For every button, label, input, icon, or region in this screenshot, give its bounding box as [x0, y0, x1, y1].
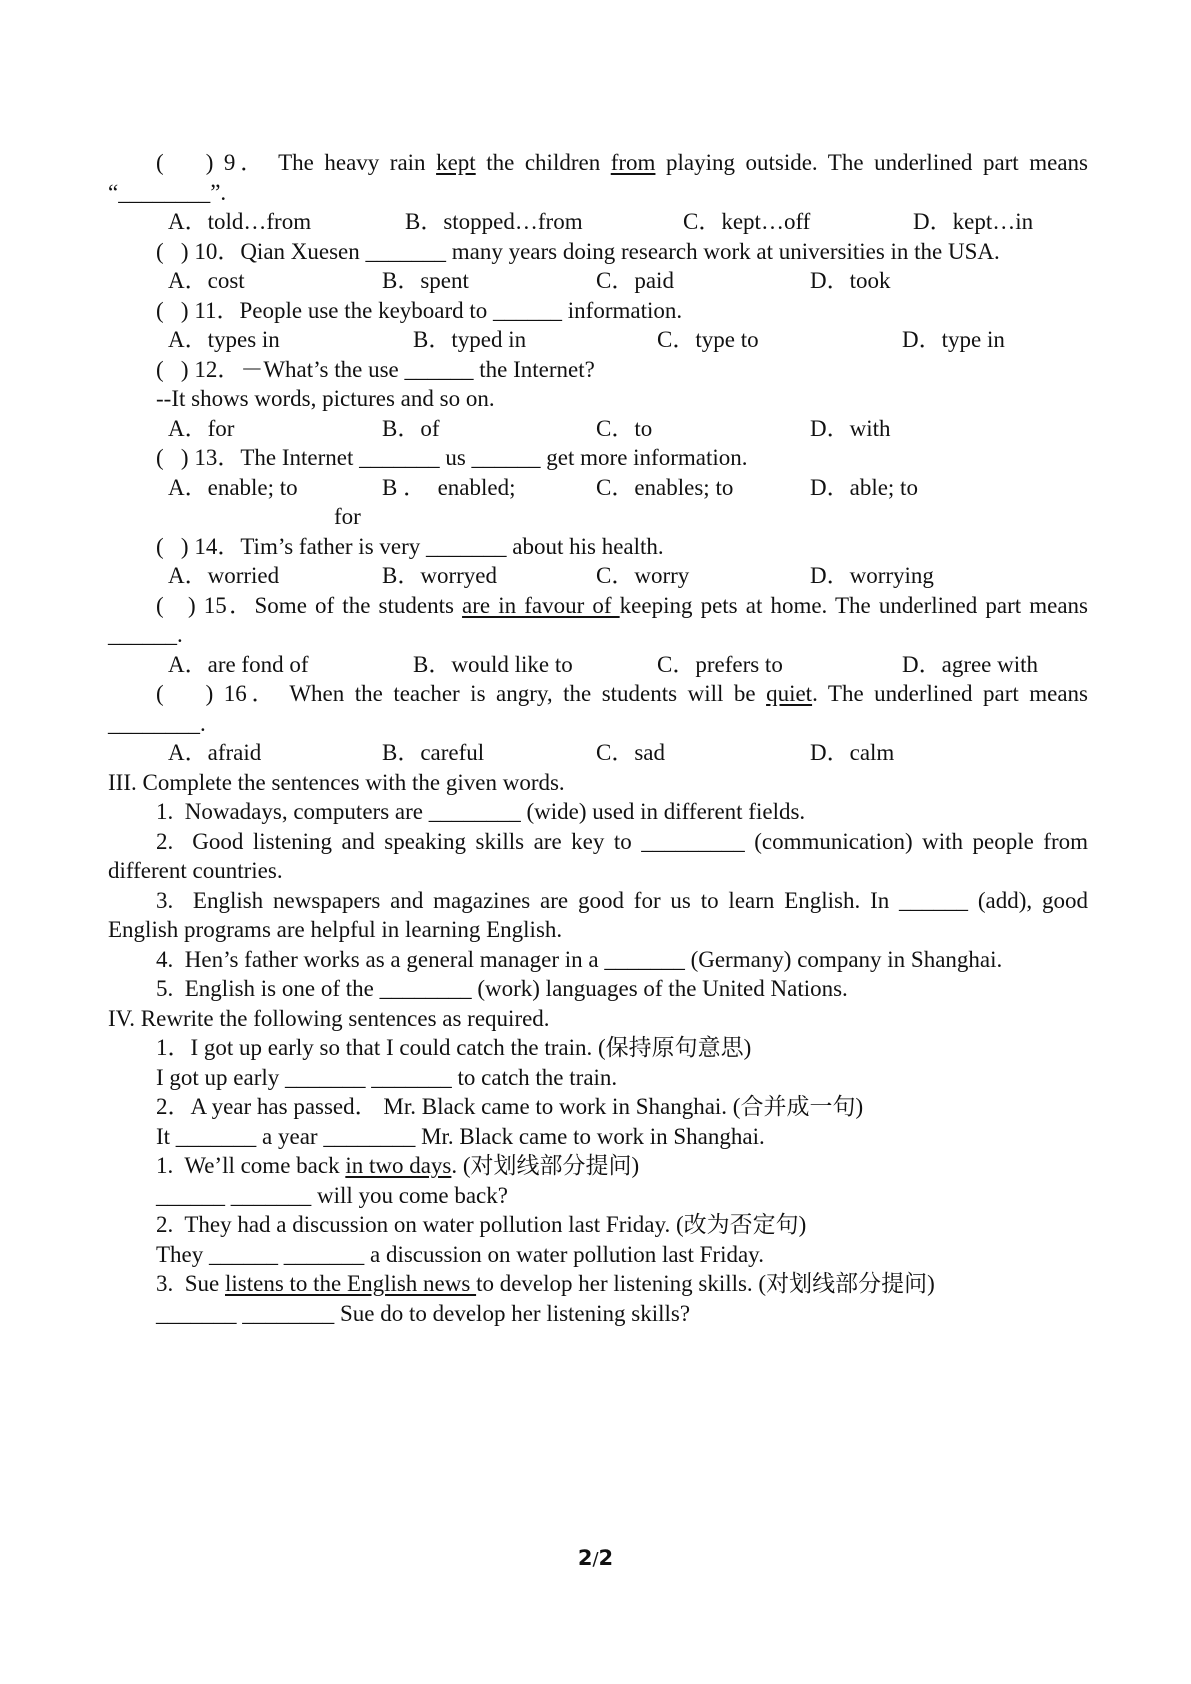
option-b: B ． enabled;	[382, 475, 516, 500]
option-d: D．worrying	[810, 563, 934, 588]
question-9-options	[0, 207, 1191, 237]
underlined-are-in-favour-of: are in favour of	[462, 593, 620, 618]
question-14-stem: ( ) 14．Tim’s father is very _______ about his health.	[156, 534, 664, 559]
option-a: A．told…from	[168, 209, 312, 234]
option-d: D．kept…in	[913, 209, 1034, 234]
section-3-item-2-cont: different countries.	[108, 858, 283, 883]
section-3-item-4: 4. Hen’s father works as a general manager in a _______ (Germany) company in Shanghai.	[156, 947, 1003, 972]
option-d: D．calm	[810, 740, 895, 765]
question-15-stem-cont: ______.	[108, 622, 183, 647]
option-d: D．type in	[902, 327, 1005, 352]
option-c: C．kept…off	[683, 209, 811, 234]
question-16-stem-cont: ________.	[108, 711, 206, 736]
option-a: A．enable; to	[168, 475, 298, 500]
question-11-options	[0, 325, 1191, 355]
option-c: C．prefers to	[657, 652, 783, 677]
section-3-item-3-cont: English programs are helpful in learning English.	[108, 917, 563, 942]
option-d: D．agree with	[902, 652, 1039, 677]
option-a: A．worried	[168, 563, 280, 588]
question-12-stem: ( ) 12．－What’s the use ______ the Internet?	[156, 357, 595, 382]
question-9-stem-cont: “________”.	[108, 180, 227, 205]
question-13-option-b-wrap	[0, 502, 1191, 532]
question-10-options	[0, 266, 1191, 296]
question-14-options	[0, 561, 1191, 591]
section-4-item-5-answer: _______ ________ Sue do to develop her listening skills?	[156, 1301, 691, 1326]
option-b: B．stopped…from	[405, 209, 583, 234]
section-4-item-3-answer: ______ _______ will you come back?	[156, 1183, 508, 1208]
question-13-options	[0, 473, 1191, 503]
section-4-item-4-answer: They ______ _______ a discussion on water pollution last Friday.	[156, 1242, 764, 1267]
section-3-item-5: 5. English is one of the ________ (work) languages of the United Nations.	[156, 976, 848, 1001]
option-d: D．took	[810, 268, 891, 293]
section-4-item-2-question: 2．A year has passed． Mr. Black came to work in Shanghai. (合并成一句)	[156, 1094, 864, 1119]
option-a: A．afraid	[168, 740, 262, 765]
option-c: C．enables; to	[596, 475, 734, 500]
question-12-reply: --It shows words, pictures and so on.	[156, 386, 495, 411]
option-c: C．type to	[657, 327, 759, 352]
option-b: B．worryed	[382, 563, 497, 588]
section-4-item-3-question: 1. We’ll come back in two days. (对划线部分提问)	[156, 1153, 640, 1178]
option-c: C．sad	[596, 740, 665, 765]
option-b: B．typed in	[413, 327, 527, 352]
question-12-options	[0, 414, 1191, 444]
question-15-options	[0, 650, 1191, 680]
underlined-from: from	[610, 150, 656, 175]
option-a: A．cost	[168, 268, 245, 293]
section-4-item-5-question: 3. Sue listens to the English news to develop her listening skills. (对划线部分提问)	[156, 1271, 935, 1296]
option-a: A．types in	[168, 327, 280, 352]
option-a: A．are fond of	[168, 652, 309, 677]
question-16-stem: ( ) 16． When the teacher is angry, the students will be quiet. The underlined part means	[156, 681, 1089, 706]
option-b: B．would like to	[413, 652, 573, 677]
option-d: D．able; to	[810, 475, 918, 500]
section-4-item-4-question: 2. They had a discussion on water pollution last Friday. (改为否定句)	[156, 1212, 807, 1237]
option-b: B．spent	[382, 268, 469, 293]
question-16-options	[0, 738, 1191, 768]
underlined-kept: kept	[436, 150, 476, 175]
section-3-item-1: 1. Nowadays, computers are ________ (wide) used in different fields.	[156, 799, 806, 824]
option-b: B．of	[382, 416, 440, 441]
underlined-in-two-days: in two days	[345, 1153, 452, 1178]
section-3-item-3: 3. English newspapers and magazines are good for us to learn English. In ______ (add), good	[156, 888, 1088, 913]
option-c: C．worry	[596, 563, 690, 588]
question-11-stem: ( ) 11．People use the keyboard to ______ information.	[156, 298, 683, 323]
underlined-quiet: quiet	[766, 681, 813, 706]
question-15-stem: ( ) 15．Some of the students are in favour of keeping pets at home. The underlined part means	[156, 593, 1088, 618]
option-d: D．with	[810, 416, 891, 441]
section-4-heading: IV. Rewrite the following sentences as required.	[108, 1006, 550, 1031]
question-9-stem: ( ) 9． The heavy rain kept the children from playing outside. The underlined part means	[156, 150, 1088, 175]
option-c: C．to	[596, 416, 653, 441]
option-b: B．careful	[382, 740, 485, 765]
section-3-item-2: 2. Good listening and speaking skills are key to _________ (communication) with people from	[156, 829, 1088, 854]
section-4-item-2-answer: It _______ a year ________ Mr. Black came to work in Shanghai.	[156, 1124, 765, 1149]
page-number: 2/2	[577, 1546, 614, 1570]
section-3-heading: III. Complete the sentences with the given words.	[108, 770, 565, 795]
underlined-listens-to-the-english-news: listens to the English news	[225, 1271, 477, 1296]
option-a: A．for	[168, 416, 235, 441]
option-c: C．paid	[596, 268, 674, 293]
question-10-stem: ( ) 10．Qian Xuesen _______ many years doing research work at universities in the USA.	[156, 239, 1000, 264]
section-4-item-1-answer: I got up early _______ _______ to catch the train.	[156, 1065, 618, 1090]
section-4-item-1-question: 1．I got up early so that I could catch the train. (保持原句意思)	[156, 1035, 752, 1060]
option-b-continued: for	[334, 504, 361, 529]
question-13-stem: ( ) 13．The Internet _______ us ______ get more information.	[156, 445, 748, 470]
